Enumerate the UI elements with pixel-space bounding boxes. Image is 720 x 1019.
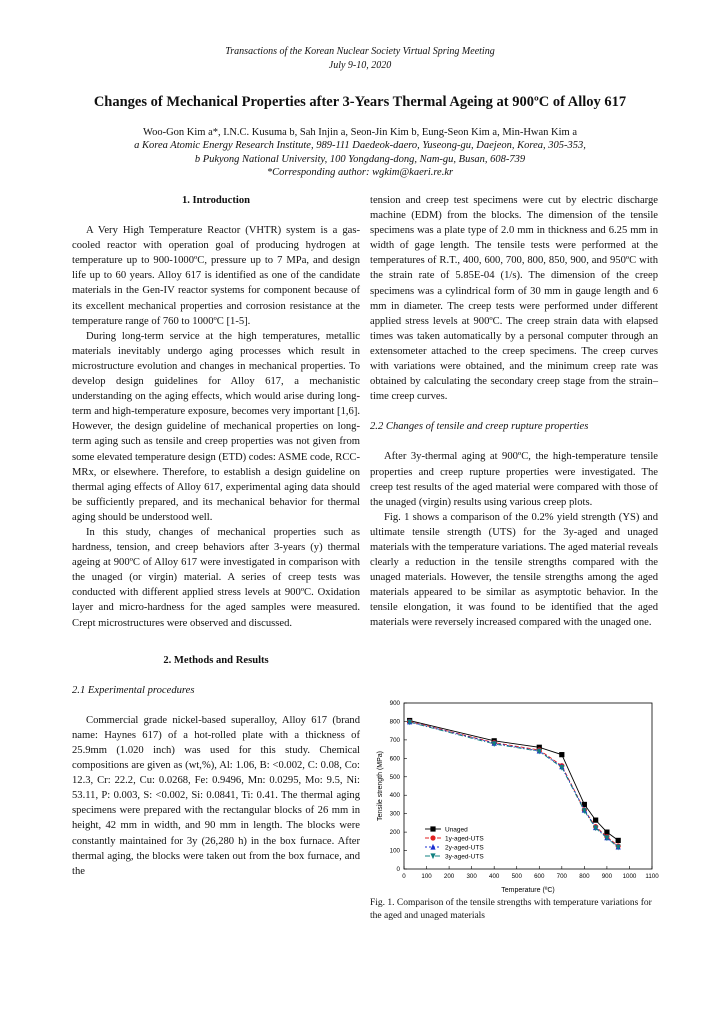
data-point-unaged (604, 830, 609, 835)
section-heading-methods: 2. Methods and Results (163, 654, 269, 666)
x-tick-label: 1000 (622, 873, 637, 880)
methods-paragraph-1: Commercial grade nickel-based superalloy, Alloy 617 (brand name: Haynes 617) of a hot-rolled plate with a thickness of 25.9mm (1.020 inch) was used for this study. Chemical compositions are given as (wt,%), Al: 1.06, B: <0.002, C: 0.08, Co: 12.3, Cr: 22.2, Cu: 0.0268, Fe: 0.9496, Mn: 0.0295, Mo: 9.5, Ni: 53.11, P: 0.003, S: <0.002, Si: 0.0841, Ti: 0.41. The thermal aging specimens were prepared with the rectangular blocks of 26 mm in height, 42 mm in width, and 90 mm in length. The blocks were constantly maintained for 3y (26,280 h) in the box furnace. After thermal aging, the blocks were taken out from the box furnace, and the (72, 714, 360, 877)
series-line-unaged (410, 721, 619, 841)
y-tick-label: 100 (389, 847, 400, 855)
legend-label: 2y-aged-UTS (445, 844, 484, 852)
results-paragraph-2: Fig. 1 shows a comparison of the 0.2% yield strength (YS) and ultimate tensile strength (UTS) for the 3y-aged and unaged materials with the temperature variations. The aged material reveals clearly a reduction in the tensile strengths compared with the unaged materials. However, the tensile strengths among the aged materials appeared to be similar as asymptotic behavior. In the tensile elongation, it was found to be identified that the aged materials were reversely increased compared with the unaged one. (370, 511, 658, 629)
x-tick-label: 800 (579, 873, 590, 880)
corresponding-author: *Corresponding author: wgkim@kaeri.re.kr (266, 167, 454, 179)
y-tick-label: 900 (389, 700, 400, 707)
x-tick-label: 300 (466, 873, 477, 880)
series-line-2y-aged-uts (410, 722, 619, 847)
data-point-unaged (593, 818, 598, 823)
methods-paragraph-2: tension and creep test specimens were cut by electric discharge machine (EDM) from the blocks. The dimension of the tensile specimens was a plate type of 2.0 mm in thickness and 6.25 mm in width of gage length. The tensile tests were performed at the temperatures of R.T., 400, 600, 700, 800, 850, 900, and 950ºC with the strain rate of 5.85E-04 (1/s). The dimension of the creep specimens was a cylindrical form of 30 mm in gauge length and 6 mm in diameter. The creep tests were performed under different applied stress levels at 900ºC. The creep strain data with elapsed times was taken automatically by a personal computer through an extensometer attached to the creep specimens. The creep curves with variations were obtained, and the minimum creep rate was obtained by calculating the secondary creep stage from the strain–time creep curves. (370, 195, 658, 403)
section-heading-introduction: 1. Introduction (181, 195, 251, 206)
affiliation-b: b Pukyong National University, 100 Yongdang-dong, Nam-gu, Busan, 608-739 (194, 153, 526, 165)
series-line-1y-aged-uts (410, 721, 619, 846)
subsection-heading-tensile-creep: 2.2 Changes of tensile and creep rupture properties (370, 421, 589, 433)
series-line-3y-aged-uts (410, 722, 619, 847)
legend-label: Unaged (445, 826, 468, 834)
x-tick-label: 200 (443, 873, 455, 880)
figure-caption: Fig. 1. Comparison of the tensile strengths with temperature variations for the aged and unaged materials (370, 898, 652, 921)
x-tick-label: 700 (556, 873, 567, 880)
intro-paragraph-3: In this study, changes of mechanical properties such as hardness, tension, and creep behaviors after 3-years (y) thermal ageing at 900ºC of Alloy 617 were investigated in comparison with the unaged (or virgin) material. A series of creep tests was conducted with different applied stress levels at 900ºC. Oxidation layer and micro-hardness for the aged samples were measured. Crept microstructures were observed and discussed. (72, 526, 360, 629)
right-column (370, 193, 658, 631)
legend-marker (430, 835, 435, 840)
data-point-unaged (616, 838, 621, 843)
intro-paragraph-2: During long-term service at the high temperatures, metallic materials inevitably undergo aging processes which result in microstructure evolution and changes in mechanical properties. To develop design guidelines for Alloy 617, a mechanistic understanding on the aging effects, which would arise during long-term and high-temperature exposure, becomes very important [1,6]. However, the design guideline of mechanical properties on long-term aging such as tensile and creep properties was not given from some elevated temperature design (ETD) codes: ASME code, RCC-MRx, or elsewhere. Therefore, to establish a design guideline on thermal aging effects of Alloy 617, experimental aging data should be sufficiently prepared, and its mechanical behavior for thermal aging should be understood well. (72, 330, 361, 523)
x-tick-label: 100 (421, 873, 432, 880)
author-block (0, 126, 720, 180)
y-tick-label: 400 (389, 792, 400, 800)
x-tick-label: 900 (601, 873, 613, 880)
tensile-strength-chart (370, 693, 670, 898)
legend-label: 1y-aged-UTS (445, 835, 484, 843)
y-tick-label: 800 (389, 718, 400, 726)
journal-header: Transactions of the Korean Nuclear Society Virtual Spring Meeting (225, 46, 495, 57)
legend-marker (430, 853, 435, 859)
author-names: Woo-Gon Kim a*, I.N.C. Kusuma b, Sah Injin a, Seon-Jin Kim b, Eung-Seon Kim a, Min-Hwan Kim a (143, 127, 577, 138)
y-tick-label: 700 (389, 736, 400, 744)
legend-label: 3y-aged-UTS (445, 853, 484, 861)
y-tick-label: 0 (396, 866, 400, 873)
paper-title: Changes of Mechanical Properties after 3-Years Thermal Ageing at 900ºC of Alloy 617 (93, 94, 627, 110)
y-tick-label: 600 (389, 755, 400, 763)
y-axis-label: Tensile strength (MPa) (377, 750, 384, 822)
data-point-unaged (559, 752, 564, 757)
x-tick-label: 600 (534, 873, 545, 880)
y-tick-label: 300 (389, 810, 400, 818)
x-tick-label: 0 (402, 873, 406, 880)
y-tick-label: 500 (389, 773, 400, 781)
left-column (72, 193, 360, 879)
meeting-date: July 9-10, 2020 (328, 60, 392, 71)
affiliation-a: a Korea Atomic Energy Research Institute, 989-111 Daedeok-daero, Yuseong-gu, Daejeon, Korea, 305-353, (134, 140, 586, 152)
y-tick-label: 200 (389, 829, 400, 837)
x-axis-label: Temperature (ºC) (501, 887, 555, 894)
x-tick-label: 1100 (645, 873, 659, 880)
subsection-heading-procedures: 2.1 Experimental procedures (72, 684, 195, 696)
intro-paragraph-1: A Very High Temperature Reactor (VHTR) system is a gas-cooled reactor with operation goal of producing hydrogen at temperature up to 900-1000ºC, pressure up to 7 MPa, and design life up to 60 years. Alloy 617 is identified as one of the candidate materials in the Gen-IV reactor systems for component because of its excellent mechanical properties and corrosion resistance at the temperature range of 760 to 1000ºC [1-5]. (72, 225, 360, 327)
x-tick-label: 500 (511, 873, 522, 880)
legend-marker (430, 826, 435, 831)
results-paragraph-1: After 3y-thermal aging at 900ºC, the high-temperature tensile properties and creep rupture properties were investigated. The creep test results of the aged material were compared with those of the unaged (virgin) results using various creep plots. (370, 451, 658, 508)
x-tick-label: 400 (489, 873, 500, 880)
